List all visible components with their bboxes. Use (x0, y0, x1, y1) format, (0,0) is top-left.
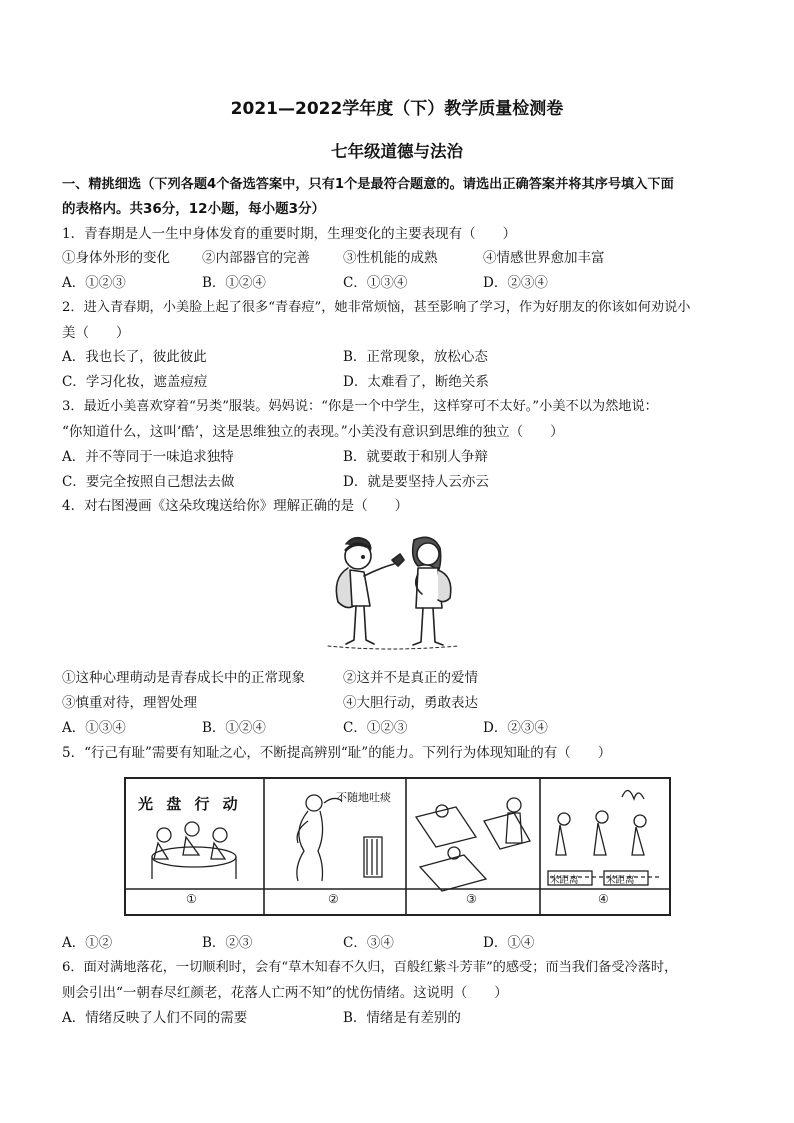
page-subtitle: 七年级道德与法治 (331, 142, 463, 161)
q6-option-b: B．情绪是有差别的 (343, 1010, 461, 1026)
q5-option-c: C．③④ (343, 935, 394, 951)
q4-statement-1: ①这种心理萌动是青春成长中的正常现象 (62, 670, 305, 686)
q1-option-b: B．①②④ (202, 275, 266, 291)
q6-option-a: A．情绪反映了人们不同的需要 (62, 1010, 248, 1026)
q4-statement-4: ④大胆行动，勇敢表达 (343, 695, 478, 711)
q3-stem-line2: “你知道什么，这叫‘酷’，这是思维独立的表现。”小美没有意识到思维的独立（ ） (62, 424, 564, 440)
q5-option-d: D．①④ (483, 935, 535, 951)
panel-label-4: ④ (598, 892, 609, 906)
q5-stem: 5．“行己有耻”需要有知耻之心，不断提高辨别“耻”的能力。下列行为体现知耻的有（ ） (62, 745, 612, 761)
behavior-panels-illustration (124, 777, 672, 917)
q1-stem: 1．青春期是人一生中身体发育的重要时期，生理变化的主要表现有（ ） (62, 226, 517, 242)
q3-option-c: C．要完全按照自己想法去做 (62, 474, 235, 490)
q3-option-b: B．就要敢于和别人争辩 (343, 449, 488, 465)
panel-2-caption: 不随地吐痰 (336, 791, 391, 804)
panel-label-3: ③ (466, 892, 477, 906)
q4-option-b: B．①②④ (202, 720, 266, 736)
q4-statement-3: ③慎重对待，理智处理 (62, 695, 197, 711)
q4-option-a: A．①③④ (62, 720, 126, 736)
rose-cartoon-illustration (318, 530, 468, 655)
panel-4-caption-right: 米距离 (606, 875, 635, 886)
q4-option-c: C．①②③ (343, 720, 408, 736)
panel-4-caption-left: 米距离 (550, 875, 579, 886)
q3-option-d: D．就是要坚持人云亦云 (343, 474, 489, 490)
q6-stem-line1: 6．面对满地落花，一切顺利时，会有“草木知春不久归，百般红紫斗芳菲”的感受；而当我们备受冷落时， (62, 960, 678, 975)
section-heading-line1: 一、精挑细选（下列各题4个备选答案中，只有1个是最符合题意的。请选出正确答案并将其序号填入下面 (62, 177, 674, 192)
q2-stem-line2: 美（ ） (62, 325, 130, 341)
q1-statement-4: ④情感世界愈加丰富 (483, 250, 605, 266)
q4-statement-2: ②这并不是真正的爱情 (343, 670, 478, 686)
q1-statement-3: ③性机能的成熟 (343, 250, 438, 266)
page-title: 2021—2022学年度（下）教学质量检测卷 (230, 99, 564, 119)
q1-statement-2: ②内部器官的完善 (202, 250, 310, 266)
q6-stem-line2: 则会引出“一朝春尽红颜老，花落人亡两不知”的忧伤情绪。这说明（ ） (62, 985, 508, 1001)
q4-stem: 4．对右图漫画《这朵玫瑰送给你》理解正确的是（ ） (62, 498, 409, 514)
q2-option-c: C．学习化妆，遮盖痘痘 (62, 374, 208, 390)
panel-label-1: ① (186, 892, 197, 906)
q5-option-a: A．①② (62, 935, 113, 951)
q4-option-d: D．②③④ (483, 720, 548, 736)
panel-1-caption: 光 盘 行 动 (138, 795, 242, 813)
q5-option-b: B．②③ (202, 935, 253, 951)
section-heading-line2: 的表格内。共36分，12小题，每小题3分） (62, 201, 325, 217)
q1-option-c: C．①③④ (343, 275, 408, 291)
q1-option-d: D．②③④ (483, 275, 548, 291)
q1-statement-1: ①身体外形的变化 (62, 250, 170, 266)
q1-option-a: A．①②③ (62, 275, 126, 291)
q2-option-a: A．我也长了，彼此彼此 (62, 349, 207, 365)
q2-stem-line1: 2．进入青春期，小美脸上起了很多“青春痘”，她非常烦恼，甚至影响了学习，作为好朋友的你该如何劝说小 (62, 300, 691, 315)
q3-stem-line1: 3．最近小美喜欢穿着“另类”服装。妈妈说：“你是一个中学生，这样穿可不太好。”小美不以为然地说： (62, 399, 658, 414)
q3-option-a: A．并不等同于一味追求独特 (62, 449, 234, 465)
panel-label-2: ② (328, 892, 339, 906)
q2-option-b: B．正常现象，放松心态 (343, 349, 488, 365)
q2-option-d: D．太难看了，断绝关系 (343, 374, 489, 390)
